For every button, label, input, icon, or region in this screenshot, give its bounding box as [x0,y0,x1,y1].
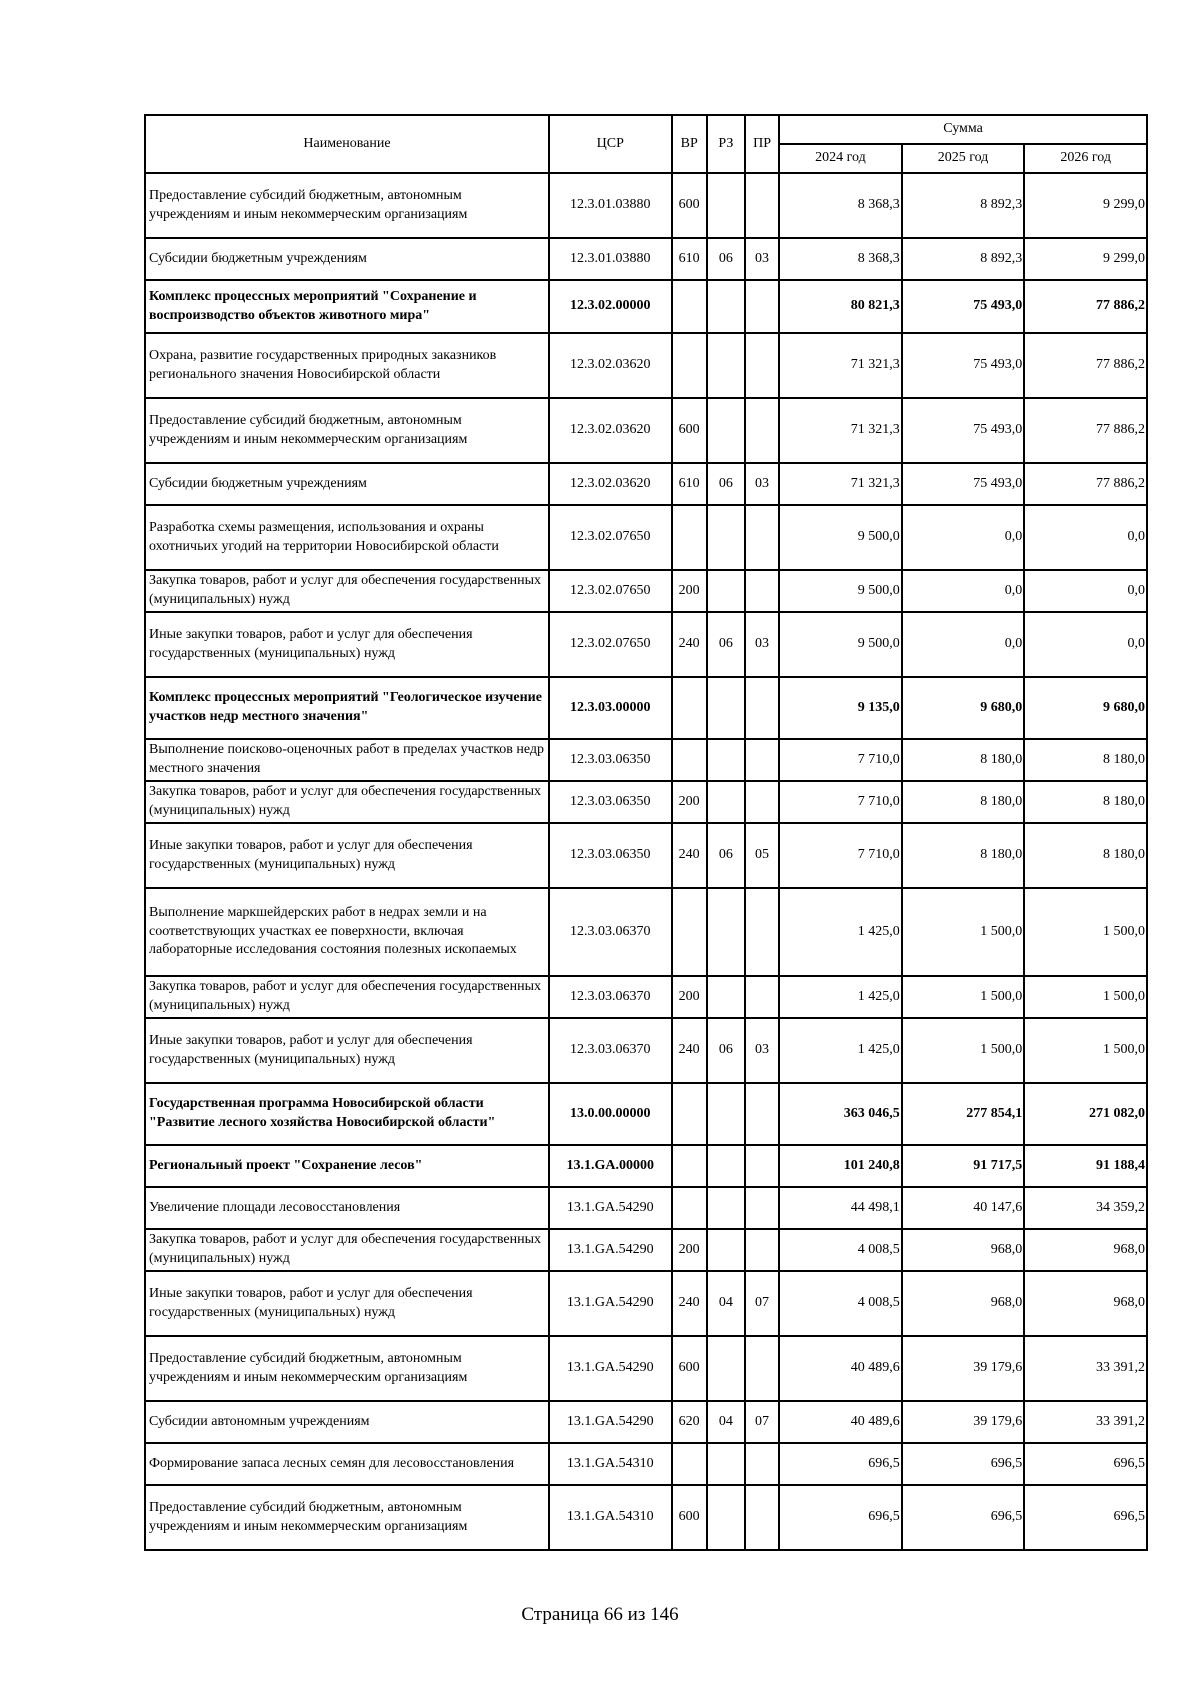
row-vr: 600 [672,398,707,463]
row-name: Разработка схемы размещения, использования и охраны охотничьих угодий на территории Новосибирской области [145,505,549,570]
row-pr [745,781,779,823]
row-amount-2025: 8 180,0 [902,823,1025,888]
row-rz [707,398,745,463]
row-name: Закупка товаров, работ и услуг для обеспечения государственных (муниципальных) нужд [145,570,549,612]
row-pr: 03 [745,238,779,280]
row-amount-2026: 9 299,0 [1024,238,1147,280]
row-amount-2026: 77 886,2 [1024,333,1147,398]
row-name: Предоставление субсидий бюджетным, автономным учреждениям и иным некоммерческим организациям [145,398,549,463]
row-csr: 12.3.01.03880 [549,173,672,238]
row-csr: 13.1.GA.54310 [549,1485,672,1550]
row-amount-2025: 1 500,0 [902,976,1025,1018]
row-pr [745,333,779,398]
row-pr [745,1187,779,1229]
row-amount-2026: 77 886,2 [1024,280,1147,333]
row-amount-2024: 40 489,6 [779,1401,902,1443]
header-year-2026: 2026 год [1024,144,1147,173]
row-name: Формирование запаса лесных семян для лесовосстановления [145,1443,549,1485]
row-name: Увеличение площади лесовосстановления [145,1187,549,1229]
row-csr: 13.1.GA.00000 [549,1145,672,1187]
row-name: Предоставление субсидий бюджетным, автономным учреждениям и иным некоммерческим организациям [145,1336,549,1401]
row-csr: 12.3.02.07650 [549,612,672,677]
row-vr: 240 [672,612,707,677]
row-pr [745,1485,779,1550]
row-amount-2025: 75 493,0 [902,333,1025,398]
row-rz: 06 [707,1018,745,1083]
row-name: Государственная программа Новосибирской области "Развитие лесного хозяйства Новосибирской области" [145,1083,549,1145]
row-csr: 12.3.01.03880 [549,238,672,280]
row-csr: 12.3.03.06350 [549,823,672,888]
row-amount-2026: 77 886,2 [1024,398,1147,463]
table-row [145,280,1147,333]
row-rz [707,280,745,333]
row-rz [707,781,745,823]
row-csr: 13.0.00.00000 [549,1083,672,1145]
row-name: Предоставление субсидий бюджетным, автономным учреждениям и иным некоммерческим организациям [145,173,549,238]
row-rz: 04 [707,1271,745,1336]
row-pr [745,1229,779,1271]
row-amount-2025: 8 892,3 [902,173,1025,238]
table-row [145,173,1147,238]
row-pr [745,1336,779,1401]
row-amount-2026: 0,0 [1024,505,1147,570]
row-amount-2024: 40 489,6 [779,1336,902,1401]
table-row [145,976,1147,1018]
row-amount-2025: 91 717,5 [902,1145,1025,1187]
table-row [145,677,1147,739]
row-vr: 600 [672,1336,707,1401]
header-csr: ЦСР [549,115,672,173]
row-amount-2026: 34 359,2 [1024,1187,1147,1229]
row-name: Закупка товаров, работ и услуг для обеспечения государственных (муниципальных) нужд [145,781,549,823]
table-row [145,1401,1147,1443]
row-name: Комплекс процессных мероприятий "Сохранение и воспроизводство объектов животного мира" [145,280,549,333]
row-csr: 13.1.GA.54310 [549,1443,672,1485]
row-vr: 240 [672,1271,707,1336]
row-amount-2025: 39 179,6 [902,1401,1025,1443]
row-amount-2026: 0,0 [1024,570,1147,612]
row-vr [672,1187,707,1229]
table-row [145,823,1147,888]
header-vr: ВР [672,115,707,173]
row-vr [672,1083,707,1145]
table-row [145,1336,1147,1401]
row-csr: 12.3.03.06370 [549,1018,672,1083]
row-csr: 12.3.02.03620 [549,463,672,505]
row-amount-2026: 271 082,0 [1024,1083,1147,1145]
row-amount-2026: 9 299,0 [1024,173,1147,238]
row-rz: 04 [707,1401,745,1443]
row-amount-2026: 968,0 [1024,1229,1147,1271]
row-csr: 12.3.03.00000 [549,677,672,739]
row-amount-2024: 7 710,0 [779,823,902,888]
row-amount-2026: 77 886,2 [1024,463,1147,505]
row-name: Субсидии бюджетным учреждениям [145,463,549,505]
row-amount-2025: 40 147,6 [902,1187,1025,1229]
row-rz [707,1083,745,1145]
row-vr: 600 [672,173,707,238]
budget-table [144,114,1148,1551]
row-amount-2025: 75 493,0 [902,280,1025,333]
row-amount-2025: 0,0 [902,570,1025,612]
table-row [145,1018,1147,1083]
row-csr: 12.3.02.07650 [549,505,672,570]
row-rz: 06 [707,612,745,677]
row-amount-2024: 71 321,3 [779,463,902,505]
row-rz [707,1443,745,1485]
row-pr [745,1145,779,1187]
row-vr: 200 [672,1229,707,1271]
table-row [145,888,1147,976]
table-row [145,238,1147,280]
row-name: Иные закупки товаров, работ и услуг для обеспечения государственных (муниципальных) нужд [145,612,549,677]
row-rz [707,173,745,238]
row-rz [707,505,745,570]
row-pr [745,976,779,1018]
row-amount-2026: 9 680,0 [1024,677,1147,739]
row-name: Предоставление субсидий бюджетным, автономным учреждениям и иным некоммерческим организациям [145,1485,549,1550]
row-rz [707,1229,745,1271]
table-row [145,1271,1147,1336]
table-row [145,1443,1147,1485]
row-pr: 03 [745,463,779,505]
header-sum: Сумма [779,115,1147,144]
row-name: Иные закупки товаров, работ и услуг для обеспечения государственных (муниципальных) нужд [145,1018,549,1083]
header-name: Наименование [145,115,549,173]
row-amount-2026: 968,0 [1024,1271,1147,1336]
row-amount-2025: 0,0 [902,505,1025,570]
header-pr: ПР [745,115,779,173]
row-csr: 12.3.03.06350 [549,781,672,823]
row-vr [672,888,707,976]
row-pr [745,739,779,781]
row-amount-2024: 1 425,0 [779,888,902,976]
table-row [145,505,1147,570]
row-amount-2024: 7 710,0 [779,781,902,823]
row-pr: 05 [745,823,779,888]
row-amount-2025: 968,0 [902,1271,1025,1336]
row-amount-2025: 277 854,1 [902,1083,1025,1145]
row-amount-2025: 1 500,0 [902,1018,1025,1083]
row-amount-2024: 7 710,0 [779,739,902,781]
row-rz: 06 [707,823,745,888]
row-amount-2024: 696,5 [779,1485,902,1550]
row-pr [745,677,779,739]
row-csr: 13.1.GA.54290 [549,1336,672,1401]
row-amount-2025: 1 500,0 [902,888,1025,976]
row-amount-2025: 9 680,0 [902,677,1025,739]
row-amount-2026: 8 180,0 [1024,823,1147,888]
row-amount-2024: 9 500,0 [779,612,902,677]
row-name: Охрана, развитие государственных природных заказников регионального значения Новосибирской области [145,333,549,398]
row-amount-2026: 1 500,0 [1024,888,1147,976]
row-name: Выполнение поисково-оценочных работ в пределах участков недр местного значения [145,739,549,781]
row-amount-2025: 696,5 [902,1485,1025,1550]
row-amount-2024: 8 368,3 [779,238,902,280]
row-csr: 13.1.GA.54290 [549,1187,672,1229]
row-vr: 200 [672,781,707,823]
row-pr: 03 [745,1018,779,1083]
table-row [145,1187,1147,1229]
row-amount-2024: 4 008,5 [779,1271,902,1336]
row-vr [672,1443,707,1485]
row-vr [672,1145,707,1187]
row-amount-2024: 80 821,3 [779,280,902,333]
row-csr: 12.3.03.06350 [549,739,672,781]
row-csr: 12.3.02.07650 [549,570,672,612]
table-row [145,1145,1147,1187]
row-rz [707,333,745,398]
row-amount-2025: 8 892,3 [902,238,1025,280]
row-amount-2025: 75 493,0 [902,398,1025,463]
row-name: Иные закупки товаров, работ и услуг для обеспечения государственных (муниципальных) нужд [145,823,549,888]
row-amount-2026: 91 188,4 [1024,1145,1147,1187]
row-amount-2026: 8 180,0 [1024,781,1147,823]
row-vr [672,280,707,333]
row-amount-2024: 1 425,0 [779,1018,902,1083]
row-rz [707,1485,745,1550]
table-body [145,173,1147,1550]
table-row [145,1485,1147,1550]
row-csr: 12.3.02.03620 [549,333,672,398]
row-amount-2026: 696,5 [1024,1443,1147,1485]
row-csr: 12.3.02.00000 [549,280,672,333]
row-amount-2026: 33 391,2 [1024,1401,1147,1443]
table-row [145,1229,1147,1271]
row-vr: 200 [672,570,707,612]
row-vr: 240 [672,823,707,888]
row-rz [707,1187,745,1229]
row-pr [745,1083,779,1145]
row-amount-2025: 39 179,6 [902,1336,1025,1401]
row-pr [745,888,779,976]
row-name: Региональный проект "Сохранение лесов" [145,1145,549,1187]
table-row [145,398,1147,463]
row-csr: 13.1.GA.54290 [549,1229,672,1271]
row-vr [672,739,707,781]
row-amount-2024: 71 321,3 [779,398,902,463]
row-name: Комплекс процессных мероприятий "Геологическое изучение участков недр местного значения" [145,677,549,739]
row-vr [672,333,707,398]
table-row [145,781,1147,823]
row-csr: 13.1.GA.54290 [549,1271,672,1336]
row-amount-2025: 75 493,0 [902,463,1025,505]
row-rz [707,677,745,739]
header-rz: РЗ [707,115,745,173]
header-year-2024: 2024 год [779,144,902,173]
row-amount-2026: 1 500,0 [1024,1018,1147,1083]
row-rz [707,888,745,976]
row-name: Закупка товаров, работ и услуг для обеспечения государственных (муниципальных) нужд [145,1229,549,1271]
row-vr: 610 [672,238,707,280]
row-rz [707,1336,745,1401]
row-amount-2025: 8 180,0 [902,739,1025,781]
row-vr: 240 [672,1018,707,1083]
row-amount-2024: 696,5 [779,1443,902,1485]
row-name: Субсидии автономным учреждениям [145,1401,549,1443]
row-amount-2026: 0,0 [1024,612,1147,677]
row-vr [672,505,707,570]
row-vr: 610 [672,463,707,505]
row-name: Выполнение маркшейдерских работ в недрах земли и на соответствующих участках ее поверхности, включая лабораторные исследования состояния полезных ископаемых [145,888,549,976]
row-csr: 12.3.02.03620 [549,398,672,463]
row-vr [672,677,707,739]
row-amount-2024: 101 240,8 [779,1145,902,1187]
row-amount-2024: 1 425,0 [779,976,902,1018]
row-amount-2024: 363 046,5 [779,1083,902,1145]
row-csr: 13.1.GA.54290 [549,1401,672,1443]
table-row [145,739,1147,781]
row-name: Закупка товаров, работ и услуг для обеспечения государственных (муниципальных) нужд [145,976,549,1018]
row-vr: 620 [672,1401,707,1443]
table-row [145,463,1147,505]
row-rz [707,1145,745,1187]
row-pr [745,398,779,463]
row-amount-2024: 44 498,1 [779,1187,902,1229]
row-amount-2026: 1 500,0 [1024,976,1147,1018]
row-amount-2024: 8 368,3 [779,173,902,238]
row-pr: 03 [745,612,779,677]
row-rz [707,570,745,612]
row-rz: 06 [707,463,745,505]
row-pr: 07 [745,1401,779,1443]
row-name: Субсидии бюджетным учреждениям [145,238,549,280]
row-amount-2025: 968,0 [902,1229,1025,1271]
row-amount-2025: 0,0 [902,612,1025,677]
row-amount-2024: 9 135,0 [779,677,902,739]
row-amount-2024: 4 008,5 [779,1229,902,1271]
table-row [145,1083,1147,1145]
row-vr: 600 [672,1485,707,1550]
row-amount-2024: 9 500,0 [779,505,902,570]
table-row [145,570,1147,612]
header-year-2025: 2025 год [902,144,1025,173]
table-row [145,612,1147,677]
row-rz: 06 [707,238,745,280]
row-amount-2026: 33 391,2 [1024,1336,1147,1401]
row-csr: 12.3.03.06370 [549,976,672,1018]
row-amount-2026: 8 180,0 [1024,739,1147,781]
row-amount-2025: 8 180,0 [902,781,1025,823]
row-name: Иные закупки товаров, работ и услуг для обеспечения государственных (муниципальных) нужд [145,1271,549,1336]
row-amount-2024: 71 321,3 [779,333,902,398]
row-vr: 200 [672,976,707,1018]
table-header [145,115,1147,173]
row-amount-2026: 696,5 [1024,1485,1147,1550]
row-amount-2025: 696,5 [902,1443,1025,1485]
row-pr [745,505,779,570]
row-pr [745,280,779,333]
row-rz [707,976,745,1018]
row-pr [745,173,779,238]
row-rz [707,739,745,781]
table-row [145,333,1147,398]
row-pr [745,1443,779,1485]
row-pr [745,570,779,612]
row-csr: 12.3.03.06370 [549,888,672,976]
page-number: Страница 66 из 146 [521,1604,679,1625]
row-pr: 07 [745,1271,779,1336]
row-amount-2024: 9 500,0 [779,570,902,612]
